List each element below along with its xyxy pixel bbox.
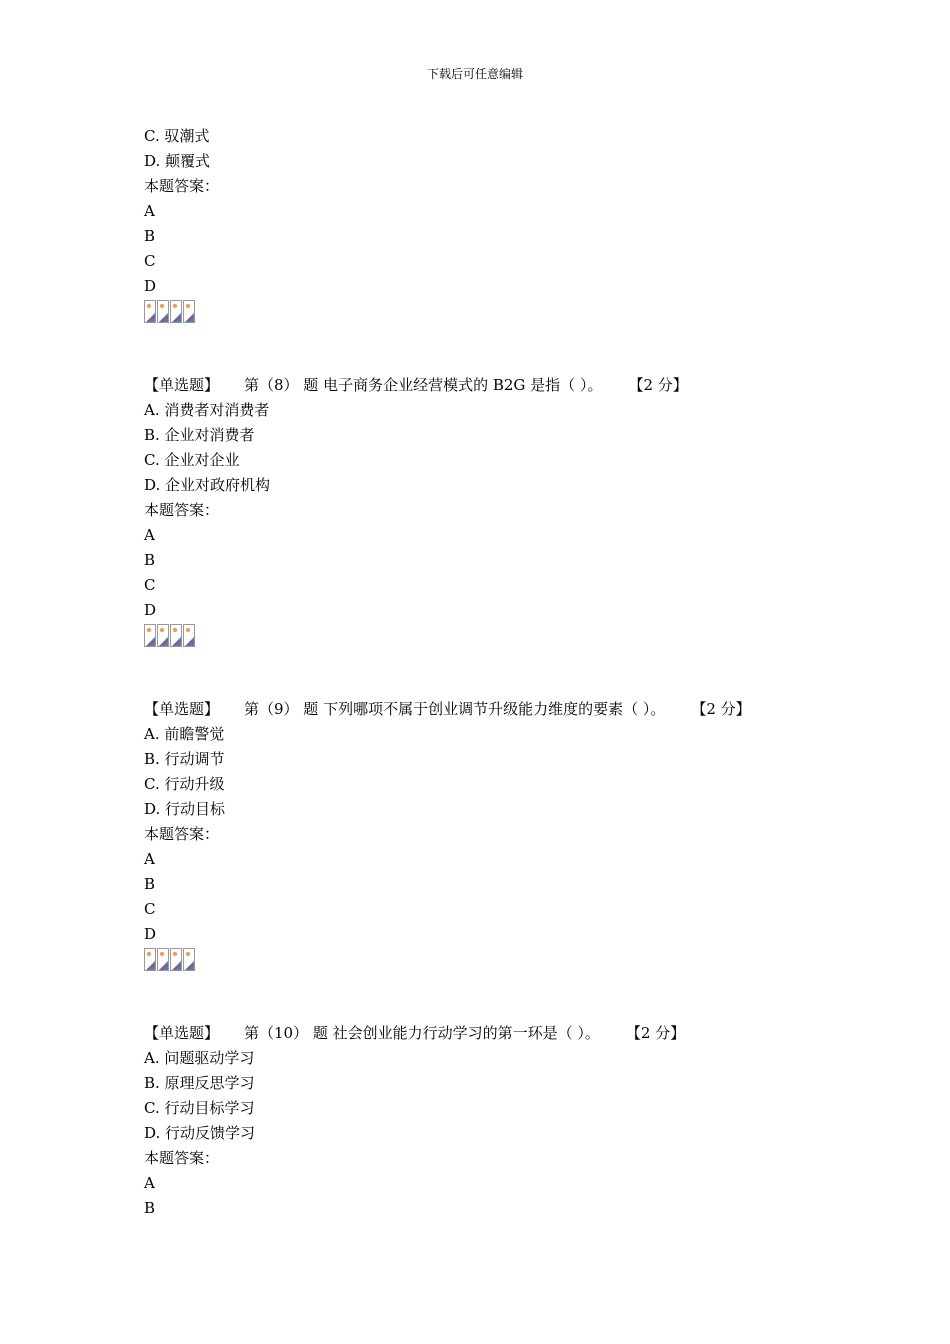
answer-choice-b: B — [144, 1199, 156, 1217]
option-a: A. 前瞻警觉 — [144, 725, 225, 743]
prev-question — [144, 124, 844, 325]
answer-choice-d: D — [144, 601, 157, 619]
answer-choice-a: A — [144, 850, 155, 868]
answer-choice-b: B — [144, 875, 156, 893]
answer-image-row — [144, 624, 844, 649]
answer-label: 本题答案： — [144, 501, 220, 519]
option-d: D. 行动目标 — [144, 800, 226, 818]
option-d: D. 行动反馈学习 — [144, 1124, 256, 1142]
answer-choice-a: A — [144, 526, 155, 544]
answer-label: 本题答案： — [144, 825, 220, 843]
option-c: C. 行动升级 — [144, 775, 225, 793]
question-type: 【单选题】 — [144, 1024, 220, 1042]
option-c: C. 行动目标学习 — [144, 1099, 255, 1117]
question-header — [144, 373, 844, 398]
broken-image-icon — [170, 624, 182, 647]
question-number: 第（8） 题 — [244, 376, 319, 394]
broken-image-icon — [157, 948, 169, 971]
broken-image-icon — [144, 948, 156, 971]
broken-image-icon — [157, 300, 169, 323]
broken-image-icon — [183, 624, 195, 647]
document-body — [144, 124, 844, 1221]
answer-choice-b: B — [144, 551, 156, 569]
answer-image-row — [144, 948, 844, 973]
question-number: 第（9） 题 — [244, 700, 319, 718]
broken-image-icon — [183, 300, 195, 323]
option-b: B. 原理反思学习 — [144, 1074, 255, 1092]
broken-image-icon — [144, 300, 156, 323]
question-10 — [144, 1021, 844, 1221]
question-points: 【2 分】 — [691, 700, 751, 718]
option-a: A. 消费者对消费者 — [144, 401, 270, 419]
question-8 — [144, 373, 844, 649]
question-type: 【单选题】 — [144, 376, 220, 394]
answer-choice-c: C — [144, 576, 156, 594]
question-header — [144, 1021, 844, 1046]
answer-label: 本题答案： — [144, 1149, 220, 1167]
question-9 — [144, 697, 844, 973]
option-b: B. 企业对消费者 — [144, 426, 255, 444]
broken-image-icon — [170, 300, 182, 323]
broken-image-icon — [183, 948, 195, 971]
answer-choice-a: A — [144, 1174, 155, 1192]
question-text: 下列哪项不属于创业调节升级能力维度的要素（ ）。 — [323, 700, 666, 718]
answer-choice-d: D — [144, 925, 157, 943]
option-d: D. 企业对政府机构 — [144, 476, 271, 494]
question-type: 【单选题】 — [144, 700, 220, 718]
option-b: B. 行动调节 — [144, 750, 225, 768]
page-header: 下载后可任意编辑 — [426, 67, 523, 81]
answer-choice-a: A — [144, 202, 155, 220]
answer-image-row — [144, 300, 844, 325]
answer-label: 本题答案： — [144, 177, 220, 195]
broken-image-icon — [157, 624, 169, 647]
question-text: 社会创业能力行动学习的第一环是（ ）。 — [332, 1024, 600, 1042]
question-number: 第（10） 题 — [244, 1024, 328, 1042]
answer-choice-c: C — [144, 900, 156, 918]
option-c: C. 驭潮式 — [144, 127, 210, 145]
option-a: A. 问题驱动学习 — [144, 1049, 255, 1067]
option-c: C. 企业对企业 — [144, 451, 240, 469]
option-d: D. 颠覆式 — [144, 152, 211, 170]
broken-image-icon — [170, 948, 182, 971]
question-points: 【2 分】 — [625, 1024, 686, 1042]
answer-choice-c: C — [144, 252, 156, 270]
broken-image-icon — [144, 624, 156, 647]
question-header — [144, 697, 844, 722]
answer-choice-d: D — [144, 277, 157, 295]
question-text: 电子商务企业经营模式的 B2G 是指（ ）。 — [323, 376, 603, 394]
question-points: 【2 分】 — [628, 376, 688, 394]
answer-choice-b: B — [144, 227, 156, 245]
